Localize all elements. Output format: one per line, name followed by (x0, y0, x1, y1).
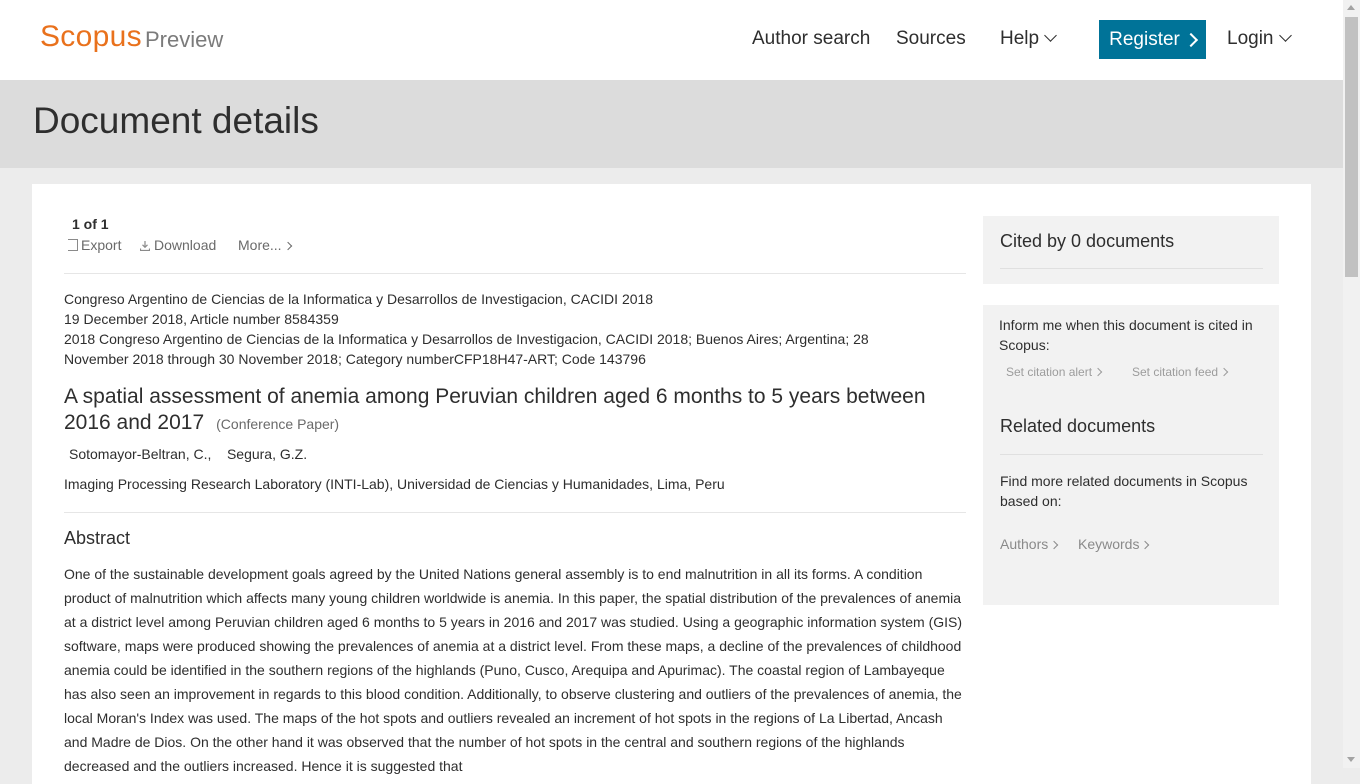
register-button[interactable] (1099, 20, 1206, 59)
download-label: Download (154, 237, 217, 253)
page-banner (0, 80, 1343, 168)
chevron-right-icon (1184, 32, 1198, 46)
page-title: Document details (33, 100, 319, 141)
chevron-right-icon (1141, 541, 1149, 549)
abstract-text: One of the sustainable development goals agreed by the United Nations general assembly is to end malnutrition in all its forms. A condition product of malnutrition which affects many young children worldwide is anemia. In this paper, the spatial distribution of the prevalences of anemia at a district level among Peruvian children aged 6 months to 5 years in 2016 and 2017 was studied. Using a geographic information system (GIS) software, maps were produced showing the prevalences of anemia at a district level. From these maps, a decline of the prevalences of childhood anemia could be identified in the southern regions of the highlands (Puno, Cusco, Arequipa and Apurimac). The coastal region of Lambayeque has also seen an improvement in regards to this blood condition. Additionally, to observe clustering and outliers of the prevalences of anemia, the local Moran's Index was used. The maps of the hot spots and outliers revealed an increment of hot spots in the regions of La Libertad, Ancash and Madre de Dios. On the other hand it was observed that the number of hot spots in the central and southern regions of the highlands decreased and the outliers increased. Hence it is suggested that (64, 566, 963, 774)
nav-author-search-label: Author search (752, 28, 871, 49)
related-text: Find more related documents in Scopus based on: (1000, 473, 1248, 509)
nav-help-label: Help (1000, 28, 1040, 49)
inform-text: Inform me when this document is cited in Scopus: (999, 317, 1253, 353)
scroll-down-arrow-icon[interactable] (1347, 757, 1355, 762)
chevron-down-icon (1279, 29, 1292, 42)
scroll-thumb[interactable] (1345, 17, 1358, 277)
scopus-logo[interactable]: Scopus (40, 20, 142, 53)
chevron-right-icon (1220, 368, 1228, 376)
chevron-right-icon (1094, 368, 1102, 376)
divider (1000, 454, 1263, 455)
chevron-down-icon (1044, 29, 1057, 42)
more-button[interactable] (238, 237, 291, 253)
page-scrollbar[interactable] (1343, 0, 1360, 768)
export-label: Export (81, 237, 122, 253)
divider (64, 512, 966, 513)
preview-label: Preview (145, 27, 224, 52)
nav-help[interactable] (1000, 28, 1055, 50)
source-title[interactable]: Congreso Argentino de Ciencias de la Informatica y Desarrollos de Investigacion, CACIDI 2018 (64, 291, 654, 307)
related-keywords-label: Keywords (1078, 536, 1140, 552)
export-button[interactable] (68, 237, 121, 253)
document-title-text: A spatial assessment of anemia among Peruvian children aged 6 months to 5 years between 2016 and 2017 (64, 385, 926, 434)
download-icon (140, 241, 150, 251)
document-title (64, 384, 969, 437)
conference-info: 2018 Congreso Argentino de Ciencias de la Informatica y Desarrollos de Investigacion, CACIDI 2018; Buenos Aires; Argentina; 28 November 2018 through 30 November 2018; Category numberCFP18H47-ART; Code 143796 (64, 331, 869, 367)
related-box (983, 305, 1279, 605)
nav-login-label: Login (1227, 28, 1274, 49)
document-meta (64, 289, 924, 369)
abstract-heading: Abstract (64, 528, 131, 548)
set-citation-alert-label: Set citation alert (1006, 365, 1093, 379)
author-link[interactable]: Segura, G.Z. (226, 446, 308, 462)
cited-by-box (983, 216, 1279, 284)
result-pager: 1 of 1 (72, 216, 109, 232)
scroll-up-arrow-icon[interactable] (1347, 5, 1355, 10)
top-header (0, 0, 1343, 80)
related-authors-label: Authors (1000, 536, 1049, 552)
nav-author-search[interactable] (752, 28, 870, 50)
related-keywords-link[interactable] (1078, 536, 1148, 552)
author-link[interactable]: Sotomayor-Beltran, C., (69, 446, 212, 462)
nav-login[interactable] (1227, 28, 1290, 50)
nav-sources[interactable] (896, 28, 966, 50)
author-list (69, 446, 307, 462)
chevron-right-icon (1050, 541, 1058, 549)
set-citation-feed-link[interactable] (1132, 365, 1227, 379)
divider (64, 273, 966, 274)
publication-date: 19 December 2018, Article number 8584359 (64, 311, 339, 327)
more-label: More... (238, 237, 282, 253)
nav-sources-label: Sources (896, 28, 966, 49)
affiliation: Imaging Processing Research Laboratory (INTI-Lab), Universidad de Ciencias y Humanidades, Lima, Peru (64, 476, 725, 492)
set-citation-feed-label: Set citation feed (1132, 365, 1219, 379)
download-button[interactable] (140, 237, 216, 253)
chevron-right-icon (283, 242, 291, 250)
cited-by-title: Cited by 0 documents (1000, 231, 1175, 251)
related-documents-title: Related documents (1000, 416, 1156, 436)
related-authors-link[interactable] (1000, 536, 1057, 552)
divider (1000, 268, 1263, 269)
document-type: (Conference Paper) (216, 416, 340, 432)
export-icon (68, 239, 78, 251)
set-citation-alert-link[interactable] (1006, 365, 1101, 379)
register-label: Register (1109, 28, 1180, 50)
